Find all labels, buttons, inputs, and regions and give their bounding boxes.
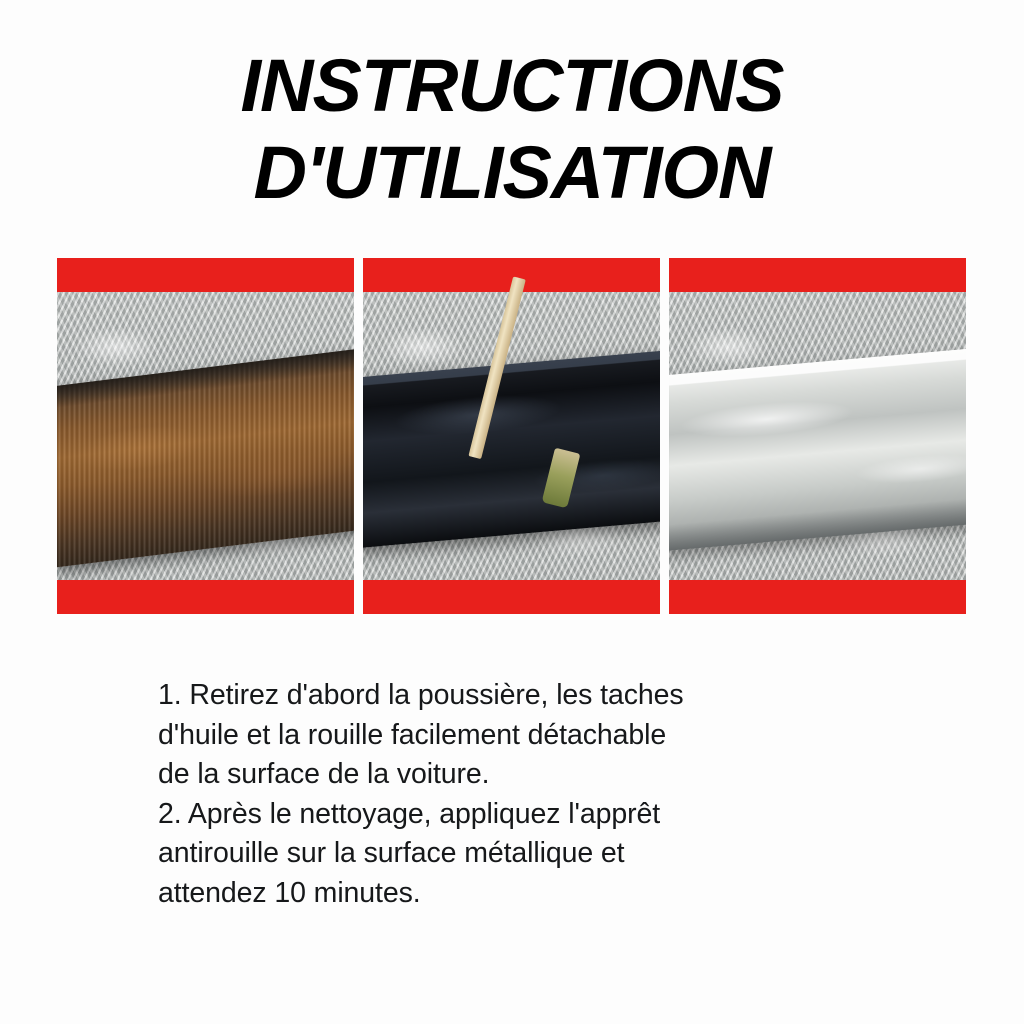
instruction-line: attendez 10 minutes. (158, 877, 421, 910)
instruction-line: antirouille sur la surface métallique et (158, 837, 625, 870)
instruction-line: de la surface de la voiture. (158, 758, 490, 791)
rusty-beam-image (57, 349, 354, 568)
panel-clean-beam (669, 258, 966, 614)
panel-primer-application (363, 258, 660, 614)
red-band-bottom (669, 580, 966, 614)
clean-beam-image (669, 347, 966, 551)
page-title (0, 42, 1024, 217)
instruction-line: d'huile et la rouille facilement détachable (158, 718, 667, 751)
instruction-line: 2. Après le nettoyage, appliquez l'apprêt (158, 797, 661, 830)
red-band-top (669, 258, 966, 292)
title-line-1: INSTRUCTIONS (240, 44, 784, 127)
instructions-text (158, 676, 858, 914)
red-band-top (57, 258, 354, 292)
title-line-2: D'UTILISATION (253, 131, 771, 215)
instruction-line: 1. Retirez d'abord la poussière, les taches (158, 679, 684, 711)
red-band-bottom (363, 580, 660, 614)
image-strip (57, 258, 967, 614)
red-band-bottom (57, 580, 354, 614)
panel-rusty-beam (57, 258, 354, 614)
coated-beam-image (363, 350, 660, 549)
